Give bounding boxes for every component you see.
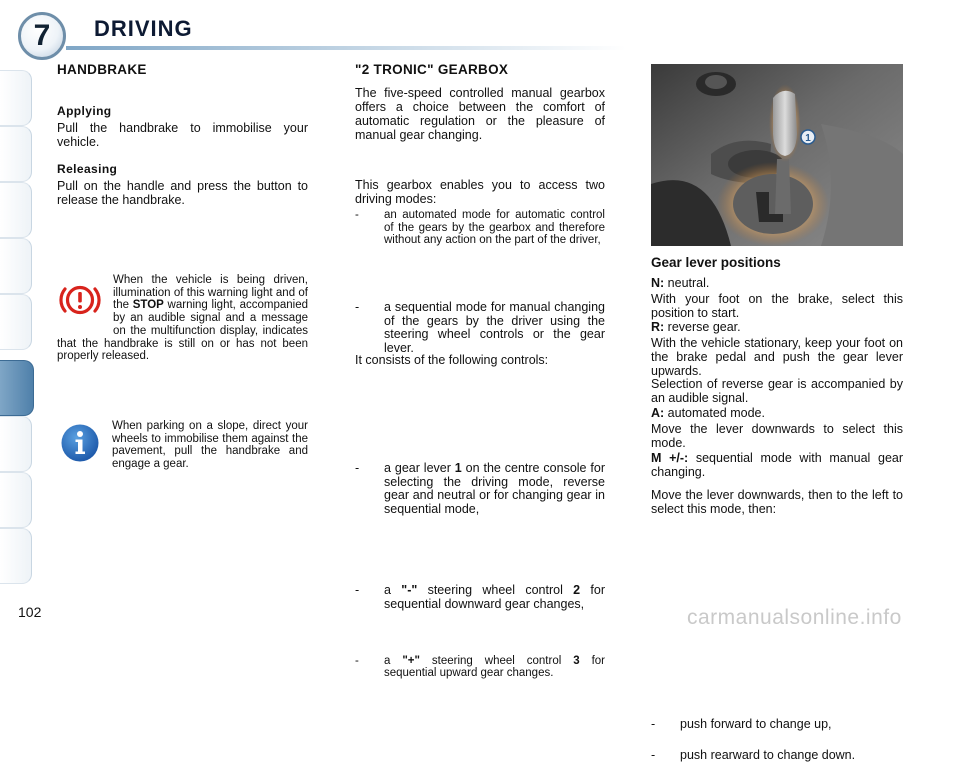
gear-r-text2: Selection of reverse gear is accompanied by an audible signal.	[651, 377, 903, 405]
control-text: for sequential downward gear changes,	[384, 583, 606, 612]
gear-r-text: With the vehicle stationary, keep your foot on the brake pedal and push the gear lever upwards.	[651, 336, 903, 378]
chapter-tab[interactable]	[0, 238, 32, 294]
chapter-tab[interactable]	[0, 70, 32, 126]
page-number: 102	[18, 604, 42, 620]
gear-m-item: - push forward to change up,	[651, 717, 832, 732]
gear-a: A: automated mode.	[651, 406, 765, 420]
gear-lever-illustration	[651, 64, 903, 246]
chapter-tab[interactable]	[0, 294, 32, 350]
photo-callout-label: 1	[805, 133, 811, 144]
title-underline	[66, 46, 626, 50]
control-key: "-"	[401, 583, 418, 598]
chapter-tab-active[interactable]	[0, 360, 34, 416]
chapter-tab[interactable]	[0, 182, 32, 238]
warning-text-start: When the vehicle is being driven, illumination of this warning light and of the	[113, 274, 308, 312]
applying-heading: Applying	[57, 104, 112, 118]
gearbox-intro-text: The five-speed controlled manual gearbox offers a choice between the comfort of automatic regulation or the pleasure of manual gear changing.	[355, 86, 605, 142]
control-item: - a "+" steering wheel control 3 for sequential upward gear changes.	[355, 654, 605, 680]
releasing-text: Pull on the handle and press the button to release the handbrake.	[57, 179, 308, 207]
chapter-number-badge: 7	[18, 12, 66, 60]
control-key: "+"	[402, 654, 420, 667]
control-text: on the centre console for selecting the driving mode, reverse gear and neutral or for changing gear in sequential mode,	[384, 461, 605, 516]
applying-text: Pull the handbrake to immobilise your vehicle.	[57, 121, 308, 149]
releasing-heading: Releasing	[57, 162, 118, 176]
gear-r: R: reverse gear.	[651, 320, 741, 334]
gear-n-text: With your foot on the brake, select this position to start.	[651, 292, 903, 320]
handbrake-warning-text	[57, 274, 308, 363]
control-text: a	[384, 583, 402, 598]
gear-n: N: neutral.	[651, 276, 710, 290]
gear-lever-photo	[651, 64, 903, 246]
control-number: 1	[454, 461, 462, 476]
warning-stop-keyword: STOP	[132, 299, 164, 312]
control-item: - a gear lever 1 on the centre console for selecting the driving mode, reverse gear and neutral or for changing gear in sequential mode,	[355, 461, 605, 516]
chapter-title: DRIVING	[94, 16, 193, 41]
driving-modes-intro: This gearbox enables you to access two driving modes:	[355, 178, 605, 206]
control-text: a gear lever	[384, 461, 455, 476]
control-text: for sequential upward gear changes.	[384, 654, 605, 680]
chapter-tab[interactable]	[0, 472, 32, 528]
gear-m: M +/-: sequential mode with manual gear changing.	[651, 451, 904, 479]
watermark: carmanualsonline.info	[687, 606, 902, 629]
driving-mode-text: an automated mode for automatic control of the gears by the gearbox and therefore without any action on the part of the driver,	[384, 209, 605, 247]
handbrake-heading: HANDBRAKE	[57, 62, 147, 77]
warning-text-spacer	[57, 274, 113, 326]
control-text: steering wheel control	[419, 654, 574, 667]
gear-m-item: - push rearward to change down.	[651, 748, 856, 762]
gear-positions-heading: Gear lever positions	[651, 255, 781, 270]
driving-mode-item: - an automated mode for automatic control of the gears by the gearbox and therefore without any action on the part of the driver,	[355, 209, 605, 247]
control-number: 2	[573, 583, 581, 598]
controls-intro: It consists of the following controls:	[355, 353, 549, 367]
driving-mode-item: - a sequential mode for manual changing of the gears by the driver using the steering wheel controls or the gear lever.	[355, 300, 605, 355]
gearbox-heading: "2 TRONIC" GEARBOX	[355, 62, 509, 77]
chapter-tab[interactable]	[0, 416, 32, 472]
chapter-tab[interactable]	[0, 528, 32, 584]
warning-text-end: warning light, accompanied by an audible signal and a message on the multifunction display, indicates that the handbrake is still on or has not been properly released.	[57, 299, 308, 363]
handbrake-info-text: When parking on a slope, direct your wheels to immobilise them against the pavement, pull the handbrake and engage a gear.	[112, 420, 308, 471]
control-item: - a "-" steering wheel control 2 for sequential downward gear changes,	[355, 583, 606, 612]
driving-mode-text: a sequential mode for manual changing of the gears by the driver using the steering wheel controls or the gear lever.	[384, 300, 605, 355]
control-text: a	[384, 654, 403, 667]
control-number: 3	[573, 654, 580, 667]
gear-m-text: Move the lever downwards, then to the left to select this mode, then:	[651, 488, 903, 516]
gear-a-text: Move the lever downwards to select this mode.	[651, 422, 903, 450]
control-text: steering wheel control	[417, 583, 574, 598]
info-icon	[60, 423, 100, 463]
chapter-tab[interactable]	[0, 126, 32, 182]
